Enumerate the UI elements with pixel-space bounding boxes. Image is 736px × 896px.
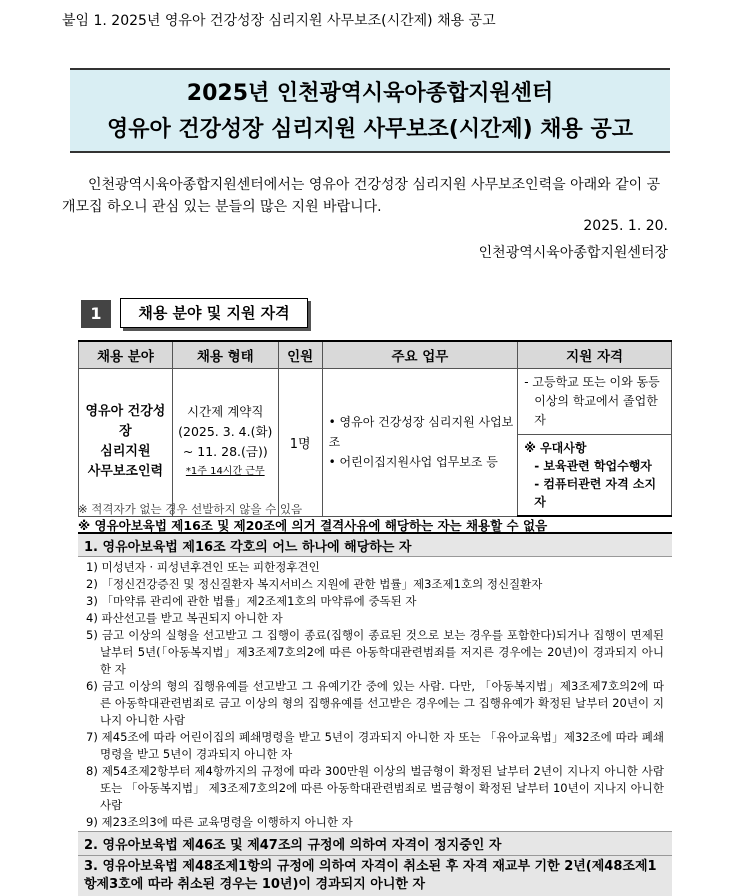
title-line-1: 2025년 인천광역시육아종합지원센터: [186, 81, 554, 106]
duty-item: • 어린이집지원사업 업무보조 등: [328, 455, 498, 470]
notice-title-banner: [70, 68, 670, 153]
list-item: 8) 제54조제2항부터 제4항까지의 규정에 따라 300만원 이상의 벌금형이 확정된 날부터 2년이 지나지 아니한 사람 또는 「아동복지법」 제3조제7호의2에 따른 아동학대관련범죄로 벌금형이 확정된 날부터 10년이 지나지 아니한 사람: [86, 764, 664, 812]
duty-item: • 영유아 건강성장 심리지원 사업보조: [328, 415, 514, 450]
table-header-row: [79, 341, 672, 369]
field-line: 심리지원: [100, 444, 151, 460]
section-title: 채용 분야 및 지원 자격: [120, 298, 308, 328]
cell-field: [79, 369, 173, 517]
notice-date: 2025. 1. 20.: [583, 218, 668, 234]
qualification-line: 이상의 학교에서 졸업한 자: [534, 394, 658, 427]
cell-type: [172, 369, 278, 517]
list-item: 9) 제23조의3에 따른 교육명령을 이행하지 아니한 자: [86, 815, 353, 829]
list-item: 6) 금고 이상의 형의 집행유예를 선고받고 그 유예기간 중에 있는 사람. 다만, 「아동복지법」제3조제7호의2에 따른 아동학대관련범죄로 금고 이상의 형의 집행유예를 선고받은 경우에는 그 집행유예가 확정된 날부터 20년이 지나지 아니한 사람: [86, 679, 664, 727]
preferred-item: - 보육관련 학업수행자: [534, 459, 652, 473]
title-line-2: 영유아 건강성장 심리지원 사무보조(시간제) 채용 공고: [107, 117, 633, 142]
list-item: 7) 제45조에 따라 어린이집의 폐쇄명령을 받고 5년이 경과되지 아니한 자 또는 「유아교육법」제32조에 따라 폐쇄명령을 받고 5년이 경과되지 아니한 자: [86, 730, 664, 761]
attachment-label: 붙임 1. 2025년 영유아 건강성장 심리지원 사무보조(시간제) 채용 공고: [62, 13, 496, 29]
list-item: 4) 파산선고를 받고 복권되지 아니한 자: [86, 611, 283, 625]
preferred-heading: ※ 우대사항: [524, 441, 587, 455]
preferred-item: - 컴퓨터관련 자격 소지자: [534, 477, 657, 509]
note-disqualification: ※ 영유아보육법 제16조 및 제20조에 의거 결격사유에 해당하는 자는 채용할 수 없음: [78, 518, 548, 533]
type-note: *1주 14시간 근무: [185, 466, 265, 478]
list-item: 2) 「정신건강증진 및 정신질환자 복지서비스 지원에 관한 법률」제3조제1호의 정신질환자: [86, 577, 543, 591]
disq-item-list: [78, 557, 672, 831]
list-item: 1) 미성년자 · 피성년후견인 또는 피한정후견인: [86, 560, 320, 574]
header-type: 채용 형태: [172, 341, 278, 369]
header-field: 채용 분야: [79, 341, 173, 369]
list-item: 3) 「마약류 관리에 관한 법률」제2조제1호의 마약류에 중독된 자: [86, 594, 417, 608]
qualification-line: - 고등학교 또는 이와 동등: [524, 375, 660, 389]
note-no-candidate: ※ 적격자가 없는 경우 선발하지 않을 수 있음: [78, 502, 303, 516]
issuing-organization: 인천광역시육아종합지원센터장: [478, 245, 668, 261]
header-qualification: 지원 자격: [518, 341, 672, 369]
section-number: 1: [81, 300, 111, 328]
disqualification-box: [78, 532, 672, 892]
type-line: ~ 11. 28.(금)): [182, 444, 268, 460]
field-line: 영유아 건강성장: [85, 404, 166, 440]
disq-heading-2: 2. 영유아보육법 제46조 및 제47조의 규정에 의하여 자격이 정지중인 자: [78, 831, 672, 855]
table-row: [79, 369, 672, 435]
field-line: 사무보조인력: [87, 464, 164, 480]
cell-preferred: [518, 435, 672, 517]
cell-duties: [322, 369, 518, 517]
type-line: (2025. 3. 4.(화): [178, 424, 273, 440]
type-line: 시간제 계약직: [187, 404, 264, 420]
cell-qualification: [518, 369, 672, 435]
cell-count: 1명: [278, 369, 322, 517]
list-item: 5) 금고 이상의 실형을 선고받고 그 집행이 종료(집행이 종료된 것으로 보는 경우를 포함한다)되거나 집행이 면제된 날부터 5년(「아동복지법」제3조제7호의2에 따른 아동학대관련범죄를 저지른 경우에는 20년)이 경과되지 아니한 자: [86, 628, 664, 676]
intro-paragraph: 인천광역시육아종합지원센터에서는 영유아 건강성장 심리지원 사무보조인력을 아래와 같이 공개모집 하오니 관심 있는 분들의 많은 지원 바랍니다.: [62, 177, 661, 215]
recruitment-table: [78, 340, 672, 517]
header-duties: 주요 업무: [322, 341, 518, 369]
disq-heading-3: 3. 영유아보육법 제48조제1항의 규정에 의하여 자격이 취소된 후 자격 재교부 기한 2년(제48조제1항제3호에 따라 취소된 경우는 10년)이 경과되지 아니한 자: [78, 855, 672, 896]
header-count: 인원: [278, 341, 322, 369]
disq-heading-1: 1. 영유아보육법 제16조 각호의 어느 하나에 해당하는 자: [78, 534, 672, 557]
